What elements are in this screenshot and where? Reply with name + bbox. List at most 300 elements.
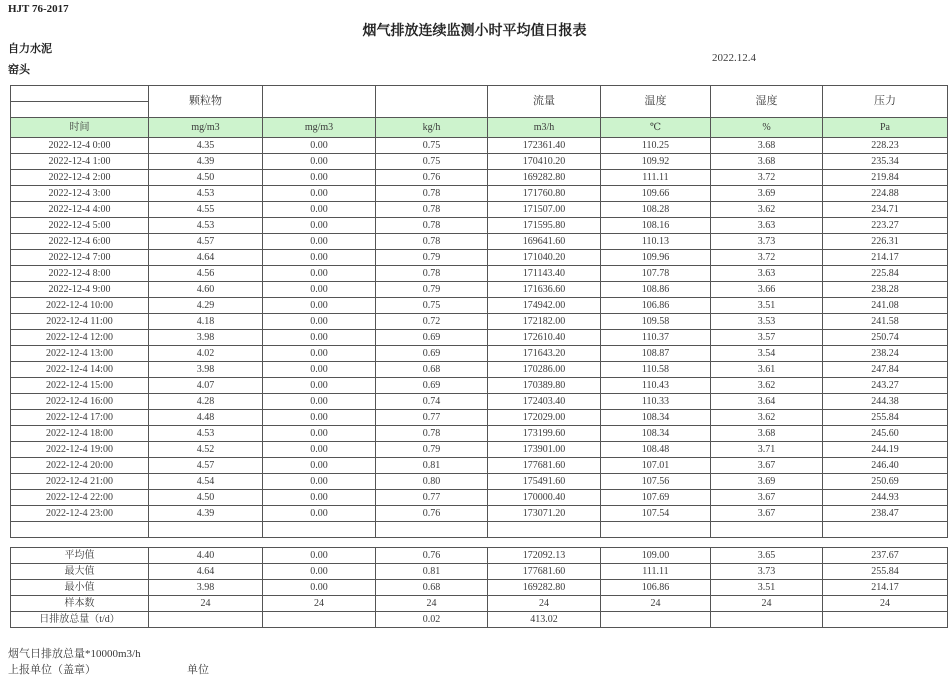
value-cell: 244.19: [823, 442, 948, 458]
value-cell: 0.00: [263, 266, 376, 282]
table-row: [11, 186, 948, 202]
unit-celsius: ℃: [601, 118, 711, 138]
table-row: [11, 170, 948, 186]
value-cell: 0.00: [263, 490, 376, 506]
value-cell: 214.17: [823, 580, 948, 596]
value-cell: 170389.80: [488, 378, 601, 394]
value-cell: [488, 522, 601, 538]
value-cell: 4.40: [149, 548, 263, 564]
value-cell: 3.98: [149, 330, 263, 346]
main-table: [10, 85, 948, 538]
value-cell: 0.00: [263, 298, 376, 314]
value-cell: 0.00: [263, 394, 376, 410]
row-label-cell: 最大值: [11, 564, 149, 580]
value-cell: 24: [263, 596, 376, 612]
value-cell: 0.81: [376, 458, 488, 474]
value-cell: 0.00: [263, 458, 376, 474]
value-cell: 171507.00: [488, 202, 601, 218]
report-unit-label: 上报单位（盖章）: [8, 664, 96, 676]
report-date: 2022.12.4: [712, 52, 756, 64]
value-cell: 108.86: [601, 282, 711, 298]
value-cell: 4.50: [149, 170, 263, 186]
value-cell: 4.55: [149, 202, 263, 218]
value-cell: 4.54: [149, 474, 263, 490]
row-label-cell: 2022-12-4 2:00: [11, 170, 149, 186]
value-cell: 228.23: [823, 138, 948, 154]
row-label-cell: 2022-12-4 18:00: [11, 426, 149, 442]
value-cell: 111.11: [601, 564, 711, 580]
value-cell: 0.69: [376, 378, 488, 394]
table-row: [11, 282, 948, 298]
value-cell: 255.84: [823, 410, 948, 426]
value-cell: 171760.80: [488, 186, 601, 202]
value-cell: 3.98: [149, 362, 263, 378]
row-label-cell: 平均值: [11, 548, 149, 564]
value-cell: 3.63: [711, 218, 823, 234]
value-cell: 4.28: [149, 394, 263, 410]
value-cell: 4.60: [149, 282, 263, 298]
value-cell: 0.00: [263, 580, 376, 596]
summary-row: [11, 564, 948, 580]
value-cell: 0.00: [263, 474, 376, 490]
value-cell: 241.58: [823, 314, 948, 330]
value-cell: 4.35: [149, 138, 263, 154]
value-cell: 4.50: [149, 490, 263, 506]
value-cell: 3.64: [711, 394, 823, 410]
value-cell: 110.58: [601, 362, 711, 378]
value-cell: 110.37: [601, 330, 711, 346]
time-header-top-cell: [11, 86, 149, 102]
value-cell: 0.76: [376, 506, 488, 522]
value-cell: 0.76: [376, 548, 488, 564]
table-row: [11, 490, 948, 506]
value-cell: 24: [149, 596, 263, 612]
value-cell: 106.86: [601, 580, 711, 596]
value-cell: 4.64: [149, 564, 263, 580]
value-cell: 3.73: [711, 564, 823, 580]
value-cell: 0.00: [263, 548, 376, 564]
value-cell: 234.71: [823, 202, 948, 218]
value-cell: [149, 612, 263, 628]
table-row: [11, 426, 948, 442]
value-cell: 3.72: [711, 170, 823, 186]
value-cell: [711, 522, 823, 538]
value-cell: 225.84: [823, 266, 948, 282]
value-cell: 173901.00: [488, 442, 601, 458]
value-cell: 4.53: [149, 186, 263, 202]
value-cell: 244.93: [823, 490, 948, 506]
row-label-cell: 2022-12-4 4:00: [11, 202, 149, 218]
value-cell: 170000.40: [488, 490, 601, 506]
row-label-cell: 最小值: [11, 580, 149, 596]
value-cell: 107.56: [601, 474, 711, 490]
value-cell: 172029.00: [488, 410, 601, 426]
value-cell: 3.57: [711, 330, 823, 346]
value-cell: 255.84: [823, 564, 948, 580]
table-row: [11, 378, 948, 394]
table-row: [11, 394, 948, 410]
value-cell: 3.51: [711, 298, 823, 314]
row-label-cell: 2022-12-4 7:00: [11, 250, 149, 266]
unit-mg-m3-2: mg/m3: [263, 118, 376, 138]
value-cell: 107.69: [601, 490, 711, 506]
value-cell: 4.29: [149, 298, 263, 314]
value-cell: 214.17: [823, 250, 948, 266]
value-cell: 241.08: [823, 298, 948, 314]
value-cell: 3.67: [711, 458, 823, 474]
unit-kg-h: kg/h: [376, 118, 488, 138]
value-cell: 4.53: [149, 426, 263, 442]
value-cell: 0.81: [376, 564, 488, 580]
main-table-body: [11, 138, 948, 538]
value-cell: 170286.00: [488, 362, 601, 378]
value-cell: 109.66: [601, 186, 711, 202]
value-cell: 0.00: [263, 330, 376, 346]
value-cell: 108.28: [601, 202, 711, 218]
row-label-cell: 2022-12-4 12:00: [11, 330, 149, 346]
column-header-pressure: 压力: [823, 86, 948, 118]
value-cell: 237.67: [823, 548, 948, 564]
row-label-cell: 样本数: [11, 596, 149, 612]
value-cell: 0.80: [376, 474, 488, 490]
value-cell: 24: [711, 596, 823, 612]
value-cell: 107.01: [601, 458, 711, 474]
value-cell: 0.00: [263, 154, 376, 170]
value-cell: 177681.60: [488, 458, 601, 474]
value-cell: 4.57: [149, 234, 263, 250]
row-label-cell: 2022-12-4 19:00: [11, 442, 149, 458]
value-cell: 247.84: [823, 362, 948, 378]
value-cell: 169282.80: [488, 580, 601, 596]
value-cell: 169641.60: [488, 234, 601, 250]
table-row: [11, 218, 948, 234]
summary-row: [11, 596, 948, 612]
row-label-cell: 2022-12-4 1:00: [11, 154, 149, 170]
value-cell: 0.02: [376, 612, 488, 628]
value-cell: 24: [601, 596, 711, 612]
value-cell: 413.02: [488, 612, 601, 628]
standard-code: HJT 76-2017: [8, 3, 69, 15]
value-cell: 0.00: [263, 138, 376, 154]
value-cell: 108.34: [601, 410, 711, 426]
table-row: [11, 330, 948, 346]
value-cell: 172361.40: [488, 138, 601, 154]
value-cell: 238.47: [823, 506, 948, 522]
value-cell: 175491.60: [488, 474, 601, 490]
report-title: 烟气排放连续监测小时平均值日报表: [362, 24, 587, 39]
row-label-cell: 2022-12-4 9:00: [11, 282, 149, 298]
value-cell: 107.54: [601, 506, 711, 522]
table-row: [11, 298, 948, 314]
value-cell: 246.40: [823, 458, 948, 474]
time-header-bottom-cell: [11, 102, 149, 118]
value-cell: 238.28: [823, 282, 948, 298]
summary-row: [11, 580, 948, 596]
value-cell: 3.61: [711, 362, 823, 378]
unit-pa: Pa: [823, 118, 948, 138]
table-row: [11, 154, 948, 170]
value-cell: 173071.20: [488, 506, 601, 522]
value-cell: 250.74: [823, 330, 948, 346]
summary-table: [10, 547, 948, 628]
value-cell: 0.00: [263, 170, 376, 186]
row-label-cell: 2022-12-4 23:00: [11, 506, 149, 522]
value-cell: 24: [823, 596, 948, 612]
row-label-cell: 2022-12-4 15:00: [11, 378, 149, 394]
table-row: [11, 266, 948, 282]
value-cell: [149, 522, 263, 538]
value-cell: 4.52: [149, 442, 263, 458]
value-cell: 0.75: [376, 138, 488, 154]
value-cell: 169282.80: [488, 170, 601, 186]
value-cell: 0.68: [376, 362, 488, 378]
value-cell: 3.62: [711, 378, 823, 394]
value-cell: 3.69: [711, 186, 823, 202]
table-row: [11, 138, 948, 154]
unit-label: 单位: [187, 664, 209, 676]
value-cell: 171595.80: [488, 218, 601, 234]
row-label-cell: 2022-12-4 10:00: [11, 298, 149, 314]
value-cell: 0.00: [263, 314, 376, 330]
value-cell: 3.73: [711, 234, 823, 250]
flow-total-note: 烟气日排放总量*10000m3/h: [8, 648, 141, 660]
row-label-cell: 2022-12-4 11:00: [11, 314, 149, 330]
value-cell: 0.79: [376, 250, 488, 266]
value-cell: 3.67: [711, 506, 823, 522]
value-cell: 0.78: [376, 218, 488, 234]
value-cell: 4.48: [149, 410, 263, 426]
main-table-header: [11, 86, 948, 138]
row-label-cell: 2022-12-4 14:00: [11, 362, 149, 378]
summary-row: [11, 548, 948, 564]
value-cell: 172610.40: [488, 330, 601, 346]
value-cell: 108.34: [601, 426, 711, 442]
table-row: [11, 250, 948, 266]
summary-table-body: [11, 548, 948, 628]
value-cell: 3.63: [711, 266, 823, 282]
value-cell: 245.60: [823, 426, 948, 442]
value-cell: 0.00: [263, 442, 376, 458]
value-cell: 0.79: [376, 282, 488, 298]
row-label-cell: 2022-12-4 22:00: [11, 490, 149, 506]
value-cell: 223.27: [823, 218, 948, 234]
value-cell: 3.72: [711, 250, 823, 266]
row-label-cell: 2022-12-4 5:00: [11, 218, 149, 234]
value-cell: 3.69: [711, 474, 823, 490]
value-cell: 0.79: [376, 442, 488, 458]
value-cell: 111.11: [601, 170, 711, 186]
value-cell: 4.07: [149, 378, 263, 394]
value-cell: [601, 522, 711, 538]
table-row: [11, 234, 948, 250]
row-label-cell: 2022-12-4 13:00: [11, 346, 149, 362]
company-name: 自力水泥: [8, 43, 52, 55]
value-cell: 0.75: [376, 298, 488, 314]
value-cell: 171143.40: [488, 266, 601, 282]
column-header-temperature: 温度: [601, 86, 711, 118]
value-cell: 3.62: [711, 202, 823, 218]
row-label-cell: 2022-12-4 8:00: [11, 266, 149, 282]
row-label-cell: 2022-12-4 16:00: [11, 394, 149, 410]
value-cell: 110.33: [601, 394, 711, 410]
table-row: [11, 506, 948, 522]
value-cell: 0.75: [376, 154, 488, 170]
value-cell: [823, 612, 948, 628]
value-cell: 172403.40: [488, 394, 601, 410]
value-cell: 0.69: [376, 346, 488, 362]
table-row: [11, 458, 948, 474]
value-cell: 0.00: [263, 346, 376, 362]
row-label-cell: 2022-12-4 21:00: [11, 474, 149, 490]
row-label-cell: 2022-12-4 20:00: [11, 458, 149, 474]
column-header-particulate: 颗粒物: [149, 86, 263, 118]
value-cell: 174942.00: [488, 298, 601, 314]
value-cell: [711, 612, 823, 628]
value-cell: 0.00: [263, 564, 376, 580]
row-label-cell: 2022-12-4 6:00: [11, 234, 149, 250]
value-cell: 3.66: [711, 282, 823, 298]
summary-row: [11, 612, 948, 628]
value-cell: [376, 522, 488, 538]
column-header-blank-1: [263, 86, 376, 118]
value-cell: 0.00: [263, 378, 376, 394]
value-cell: 4.56: [149, 266, 263, 282]
value-cell: 0.00: [263, 202, 376, 218]
value-cell: 171040.20: [488, 250, 601, 266]
value-cell: 0.78: [376, 202, 488, 218]
value-cell: 109.96: [601, 250, 711, 266]
station-name: 窑头: [8, 64, 30, 76]
value-cell: 106.86: [601, 298, 711, 314]
value-cell: 173199.60: [488, 426, 601, 442]
value-cell: 0.00: [263, 218, 376, 234]
value-cell: 0.00: [263, 362, 376, 378]
table-row: [11, 314, 948, 330]
value-cell: 108.48: [601, 442, 711, 458]
value-cell: 4.64: [149, 250, 263, 266]
value-cell: 109.92: [601, 154, 711, 170]
row-label-cell: 2022-12-4 3:00: [11, 186, 149, 202]
value-cell: 171636.60: [488, 282, 601, 298]
table-row: [11, 410, 948, 426]
value-cell: [601, 612, 711, 628]
value-cell: 0.00: [263, 506, 376, 522]
column-header-flow: 流量: [488, 86, 601, 118]
value-cell: 4.39: [149, 506, 263, 522]
value-cell: 0.68: [376, 580, 488, 596]
value-cell: 0.77: [376, 490, 488, 506]
value-cell: 0.00: [263, 186, 376, 202]
unit-percent: %: [711, 118, 823, 138]
value-cell: 0.00: [263, 282, 376, 298]
value-cell: 0.72: [376, 314, 488, 330]
value-cell: 219.84: [823, 170, 948, 186]
value-cell: 226.31: [823, 234, 948, 250]
value-cell: 107.78: [601, 266, 711, 282]
value-cell: 0.00: [263, 250, 376, 266]
value-cell: 238.24: [823, 346, 948, 362]
row-label-cell: 2022-12-4 0:00: [11, 138, 149, 154]
value-cell: 108.87: [601, 346, 711, 362]
value-cell: 0.69: [376, 330, 488, 346]
value-cell: 235.34: [823, 154, 948, 170]
value-cell: 3.71: [711, 442, 823, 458]
value-cell: [823, 522, 948, 538]
row-label-cell: 日排放总量（t/d）: [11, 612, 149, 628]
value-cell: 4.57: [149, 458, 263, 474]
value-cell: 3.62: [711, 410, 823, 426]
value-cell: 244.38: [823, 394, 948, 410]
value-cell: 171643.20: [488, 346, 601, 362]
value-cell: 3.54: [711, 346, 823, 362]
footer-line: [8, 661, 209, 676]
unit-m3-h: m3/h: [488, 118, 601, 138]
value-cell: 172092.13: [488, 548, 601, 564]
unit-mg-m3-1: mg/m3: [149, 118, 263, 138]
value-cell: 0.78: [376, 234, 488, 250]
row-label-cell: [11, 522, 149, 538]
value-cell: 3.51: [711, 580, 823, 596]
table-row: [11, 474, 948, 490]
value-cell: 177681.60: [488, 564, 601, 580]
unit-row: [11, 118, 948, 138]
value-cell: 0.00: [263, 410, 376, 426]
value-cell: 0.78: [376, 186, 488, 202]
value-cell: 3.65: [711, 548, 823, 564]
value-cell: [263, 612, 376, 628]
value-cell: 0.78: [376, 426, 488, 442]
value-cell: 4.18: [149, 314, 263, 330]
value-cell: 110.13: [601, 234, 711, 250]
value-cell: 110.25: [601, 138, 711, 154]
value-cell: 224.88: [823, 186, 948, 202]
value-cell: 3.68: [711, 138, 823, 154]
value-cell: 4.53: [149, 218, 263, 234]
table-row: [11, 346, 948, 362]
table-row: [11, 442, 948, 458]
column-header-humidity: 湿度: [711, 86, 823, 118]
value-cell: 3.98: [149, 580, 263, 596]
value-cell: 3.68: [711, 426, 823, 442]
value-cell: 110.43: [601, 378, 711, 394]
value-cell: [263, 522, 376, 538]
value-cell: 109.58: [601, 314, 711, 330]
column-header-blank-2: [376, 86, 488, 118]
value-cell: 250.69: [823, 474, 948, 490]
value-cell: 109.00: [601, 548, 711, 564]
value-cell: 0.76: [376, 170, 488, 186]
value-cell: 108.16: [601, 218, 711, 234]
value-cell: 24: [376, 596, 488, 612]
value-cell: 3.53: [711, 314, 823, 330]
value-cell: 4.39: [149, 154, 263, 170]
value-cell: 24: [488, 596, 601, 612]
value-cell: 4.02: [149, 346, 263, 362]
table-row: [11, 202, 948, 218]
value-cell: 3.67: [711, 490, 823, 506]
value-cell: 243.27: [823, 378, 948, 394]
value-cell: 0.74: [376, 394, 488, 410]
value-cell: 0.77: [376, 410, 488, 426]
value-cell: 0.78: [376, 266, 488, 282]
table-row: [11, 362, 948, 378]
value-cell: 0.00: [263, 234, 376, 250]
blank-row: [11, 522, 948, 538]
row-label-cell: 2022-12-4 17:00: [11, 410, 149, 426]
value-cell: 172182.00: [488, 314, 601, 330]
time-label: 时间: [11, 118, 149, 138]
value-cell: 0.00: [263, 426, 376, 442]
